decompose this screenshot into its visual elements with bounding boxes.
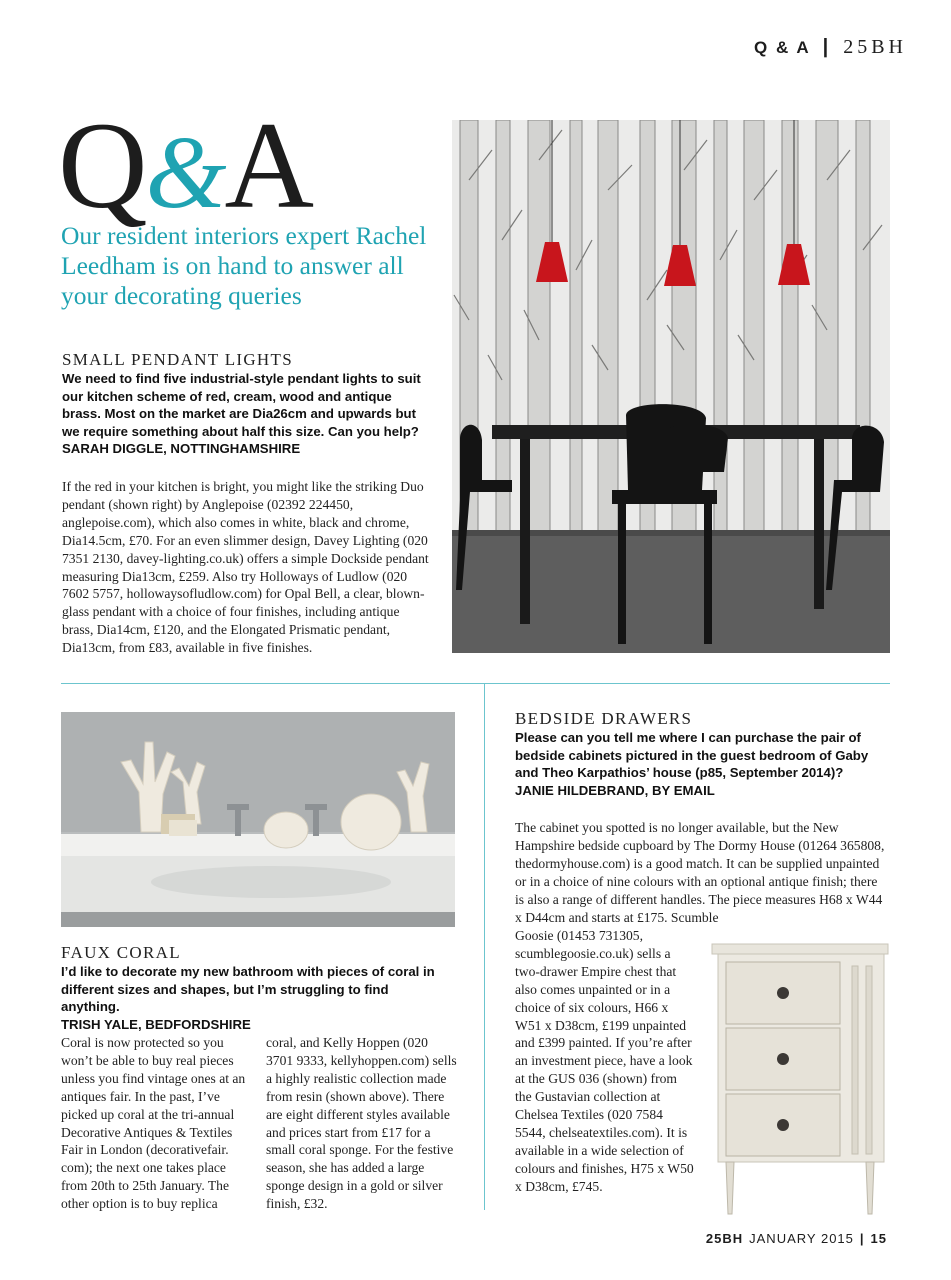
drawers-answer-full: The cabinet you spotted is no longer available, but the New Hampshire bedside cupboard by The Dormy House (01264 365808, thedormyhouse.com) is a good match. It can be supplied unpainted or in a choice of nine colours with an optional antique finish; there is also a range of different handles. The piece measures H68 x W44 x D44cm and starts at £175. Scumble (515, 820, 885, 925)
drawers-answer-narrow: Goosie (01453 731305, scumblegoosie.co.uk) sells a two-drawer Empire chest that also comes unpainted or in a choice of six colours, H66 x W51 x D38cm, £199 unpainted and £399 painted. If you’re after an investment piece, have a look at the GUS 036 (shown) from the Gustavian collection at Chelsea Textiles (020 7584 5544, chelseatextiles.com). It is available in a wide selection of colours and finishes, H75 x W50 x D38cm, £745. (515, 928, 694, 1194)
page-number: 15 (870, 1231, 887, 1246)
coral-heading: FAUX CORAL (61, 943, 181, 962)
title-ampersand: & (145, 115, 225, 230)
footer-magazine: 25BH (705, 1231, 744, 1246)
coral-question-text: I’d like to decorate my new bathroom with pieces of coral in different sizes and shapes, but I’m struggling to find anything. (61, 964, 435, 1014)
pendant-heading: SMALL PENDANT LIGHTS (62, 350, 293, 369)
drawers-question-text: Please can you tell me where I can purchase the pair of bedside cabinets pictured in the guest bedroom of Gaby and Theo Karpathios’ house (p85, September 2014)? (515, 730, 869, 780)
drawers-heading: BEDSIDE DRAWERS (515, 709, 693, 728)
coral-bathroom-photo (61, 712, 455, 927)
footer-separator: | (859, 1231, 865, 1246)
dining-room-photo (452, 120, 890, 653)
section-label: Q & A (754, 37, 811, 57)
page-title (58, 97, 313, 234)
coral-author: TRISH YALE, BEDFORDSHIRE (61, 1016, 251, 1032)
title-q: Q (58, 97, 146, 234)
drawers-question (515, 729, 885, 799)
pendant-question-text: We need to find five industrial-style pendant lights to suit our kitchen scheme of red, cream, wood and antique brass. Most on the market are Dia26cm and upwards but we require something about half this size. Can you help? (62, 371, 421, 439)
bedside-cabinet-photo (708, 938, 892, 1222)
header-separator: | (822, 36, 832, 58)
folio (706, 1231, 887, 1246)
pendant-question (62, 370, 427, 458)
standfirst: Our resident interiors expert Rachel Leedham is on hand to answer all your decorating queries (61, 221, 427, 310)
pendant-answer: If the red in your kitchen is bright, you might like the striking Duo pendant (shown right) by Anglepoise (02392 224450, anglepoise.com), which also comes in white, black and chrome, Dia14.5cm, £70. For an even slimmer design, Davey Lighting (020 7351 2130, davey-lighting.co.uk) offers a simple Dockside pendant measuring Dia13cm, £259. Also try Holloways of Ludlow (020 7602 5757, hollowaysofludlow.com) for Opal Bell, a clear, blown-glass pendant with a choice of four finishes, including antique brass, Dia14cm, £120, and the Elongated Prismatic pendant, Dia13cm, from £83, available in five finishes. (62, 479, 429, 656)
vertical-rule (484, 683, 485, 1210)
magazine-name: 25BH (843, 36, 907, 58)
coral-answer-col2: coral, and Kelly Hoppen (020 3701 9333, kellyhoppen.com) sells a highly realistic collection made from resin (shown above). There are eight different styles available and prices start from £17 for a small coral sponge. For the festive season, she has added a large sponge design in a gold or silver finish, £32. (266, 1035, 457, 1212)
running-header (754, 36, 907, 59)
coral-question (61, 963, 446, 1033)
horizontal-rule (61, 683, 890, 684)
pendant-author: SARAH DIGGLE, NOTTINGHAMSHIRE (62, 441, 301, 456)
coral-answer-col1: Coral is now protected so you won’t be able to buy real pieces unless you find vintage ones at an antiques fair. In the past, I’ve picked up coral at the tri-annual Decorative Antiques & Textiles Fair in London (decorativefair. com); the next one takes place from 20th to 25th January. The other option is to buy replica (61, 1035, 246, 1212)
drawers-author: JANIE HILDEBRAND, BY EMAIL (515, 782, 715, 798)
footer-issue: JANUARY 2015 (749, 1231, 854, 1246)
title-a: A (224, 97, 313, 234)
